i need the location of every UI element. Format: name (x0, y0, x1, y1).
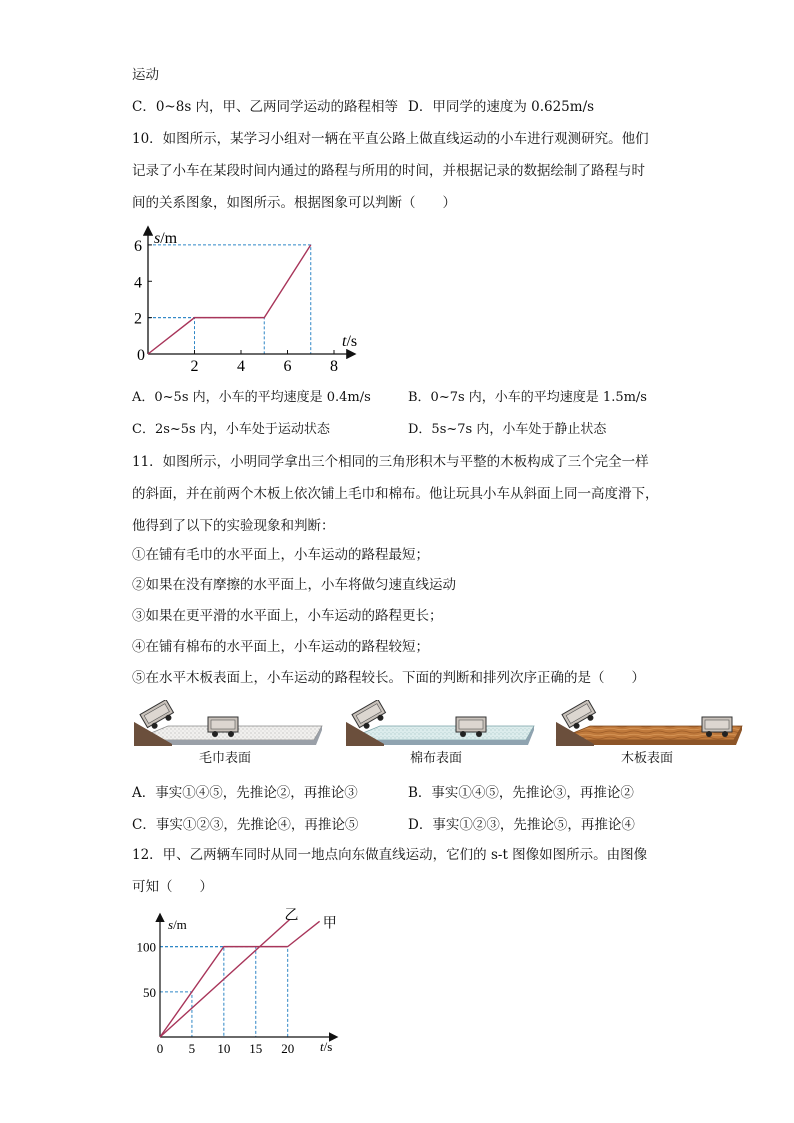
y-tick-label-100: 100 (136, 939, 156, 955)
q11-option-b[interactable]: B．事实①④⑤，先推论③，再推论② (408, 785, 634, 801)
q9-continuation: 运动 (132, 67, 159, 83)
series-label-yi: 乙 (284, 908, 299, 924)
guide-line-1 (148, 318, 264, 354)
series-line-甲 (160, 920, 290, 1037)
q12-stem-line-1: 12．甲、乙两辆车同时从同一地点向东做直线运动，它们的 s-t 图像如图所示。由图像 (132, 847, 648, 863)
y-tick-label-6: 6 (134, 237, 142, 255)
q10-option-c[interactable]: C．2s~5s 内，小车处于运动状态 (132, 422, 330, 437)
series-label-jia: 甲 (322, 916, 337, 932)
q11-option-d[interactable]: D．事实①②③，先推论⑤，再推论④ (408, 817, 635, 833)
q10-stem-line-1: 10．如图所示，某学习小组对一辆在平直公路上做直线运动的小车进行观测研究。他们 (132, 131, 649, 147)
q10-option-b[interactable]: B．0~7s 内，小车的平均速度是 1.5m/s (408, 390, 647, 405)
x-axis-label: t/s (342, 333, 358, 350)
q11-statement-2: ②如果在没有摩擦的水平面上，小车将做匀速直线运动 (132, 577, 456, 593)
q10-distance-time-chart (118, 222, 378, 382)
q9-option-c[interactable]: C．0~8s 内，甲、乙两同学运动的路程相等 (132, 99, 399, 115)
q10-option-a[interactable]: A．0~5s 内，小车的平均速度是 0.4m/s (132, 390, 371, 405)
q11-statement-5: ⑤在水平木板表面上，小车运动的路程较长。下面的判断和排列次序正确的是（ ） (132, 670, 645, 686)
x-tick-label-5: 5 (188, 1041, 196, 1056)
q12-s-t-chart (120, 905, 350, 1065)
caption-towel: 毛巾表面 (199, 751, 252, 766)
x-tick-label-4: 4 (237, 358, 245, 375)
q11-statement-4: ④在铺有棉布的水平面上，小车运动的路程较短； (132, 639, 429, 655)
q11-option-a[interactable]: A．事实①④⑤，先推论②，再推论③ (132, 785, 358, 801)
origin-label: 0 (156, 1041, 164, 1056)
q11-stem-line-1: 11．如图所示，小明同学拿出三个相同的三角形积木与平整的木板构成了三个完全一样 (132, 454, 649, 470)
q11-statement-1: ①在铺有毛巾的水平面上，小车运动的路程最短； (132, 547, 429, 563)
q11-stem-line-2: 的斜面，并在前两个木板上依次铺上毛巾和棉布。他让玩具小车从斜面上同一高度滑下， (132, 486, 659, 502)
q10-option-d[interactable]: D．5s~7s 内，小车处于静止状态 (408, 422, 607, 437)
x-axis-label: t/s (320, 1039, 333, 1054)
towel-surface-scene (134, 700, 322, 746)
x-tick-label-15: 15 (249, 1041, 263, 1056)
caption-cotton: 棉布表面 (410, 751, 463, 766)
y-axis-label: s/m (168, 917, 187, 932)
y-tick-label-50: 50 (143, 984, 156, 1000)
cotton-surface-scene (346, 700, 534, 746)
q11-statement-3: ③如果在更平滑的水平面上，小车运动的路程更长； (132, 608, 443, 624)
series-line-extension (288, 921, 320, 946)
q10-stem-line-2: 记录了小车在某段时间内通过的路程与所用的时间，并根据记录的数据绘制了路程与时 (132, 163, 645, 179)
x-tick-label-6: 6 (283, 358, 292, 375)
caption-wood: 木板表面 (621, 751, 674, 766)
x-tick-label-10: 10 (217, 1041, 231, 1056)
x-tick-label-20: 20 (281, 1041, 295, 1056)
q9-option-d[interactable]: D．甲同学的速度为 0.625m/s (408, 99, 595, 115)
guide-line-2 (148, 245, 311, 354)
q11-stem-line-3: 他得到了以下的实验现象和判断： (132, 518, 335, 534)
series-line (148, 245, 311, 354)
y-tick-label-2: 2 (134, 310, 142, 328)
origin-label: 0 (137, 347, 145, 364)
q10-stem-line-3: 间的关系图象，如图所示。根据图象可以判断（ ） (132, 195, 456, 211)
y-axis-label: s/m (154, 230, 178, 247)
wood-surface-scene (556, 700, 742, 746)
q11-option-c[interactable]: C．事实①②③，先推论④，再推论⑤ (132, 817, 359, 833)
y-tick-label-4: 4 (134, 274, 142, 292)
q12-stem-line-2: 可知（ ） (132, 879, 213, 895)
x-tick-label-8: 8 (330, 358, 338, 375)
x-tick-label-2: 2 (190, 358, 199, 375)
